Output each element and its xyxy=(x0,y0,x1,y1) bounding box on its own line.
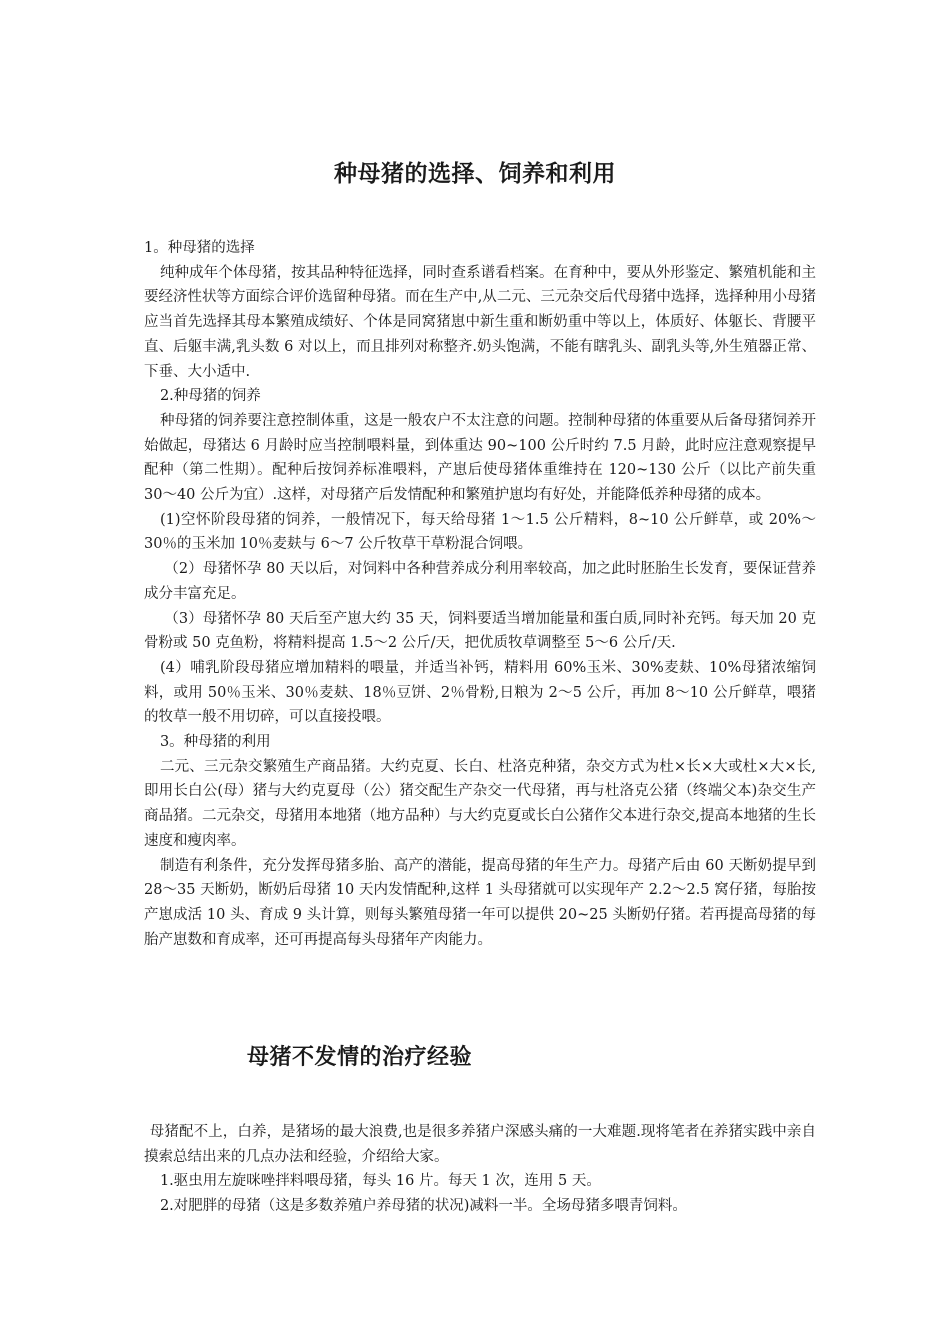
paragraph: 纯种成年个体母猪，按其品种特征选择，同时查系谱看档案。在育种中，要从外形鉴定、繁殖机能和主要经济性状等方面综合评价选留种母猪。而在生产中,从二元、三元杂交后代母猪中选择，选择种用小母猪应当首先选择其母本繁殖成绩好、个体是同窝猪崽中新生重和断奶重中等以上，体质好、体躯长、背腰平直、后躯丰满,乳头数 6 对以上，而且排列对称整齐.奶头饱满，不能有瞎乳头、副乳头等,外生殖器正常、下垂、大小适中. xyxy=(144,264,816,380)
paragraph: （2）母猪怀孕 80 天以后，对饲料中各种营养成分利用率较高，加之此时胚胎生长发育，要保证营养成分丰富充足。 xyxy=(144,561,816,602)
article-body xyxy=(144,236,816,952)
paragraph: （3）母猪怀孕 80 天后至产崽大约 35 天，饲料要适当增加能量和蛋白质,同时补充钙。每天加 20 克骨粉或 50 克鱼粉，将精料提高 1.5～2 公斤/天，把优质牧草调整至 5～6 公斤/天. xyxy=(144,610,816,652)
paragraph: (1)空怀阶段母猪的饲养，一般情况下，每天给母猪 1～1.5 公斤精料，8~10 公斤鲜草，或 20%～30％的玉米加 10％麦麸与 6～7 公斤牧草干草粉混合饲喂。 xyxy=(144,511,816,553)
document-title: 种母猪的选择、饲养和利用 xyxy=(334,161,616,187)
paragraph: 二元、三元杂交繁殖生产商品猪。大约克夏、长白、杜洛克种猪，杂交方式为杜×长×大或杜×大×长,即用长白公(母）猪与大约克夏母（公）猪交配生产杂交一代母猪，再与杜洛克公猪（终端父本)杂交生产商品猪。二元杂交，母猪用本地猪（地方品种）与大约克夏或长白公猪作父本进行杂交,提高本地猪的生长速度和瘦肉率。 xyxy=(144,758,816,849)
second-article-body xyxy=(144,1120,816,1219)
second-title: 母猪不发情的治疗经验 xyxy=(247,1045,473,1070)
section-heading-utilization: 3。种母猪的利用 xyxy=(159,734,271,751)
paragraph: 母猪配不上，白养，是猪场的最大浪费,也是很多养猪户深感头痛的一大难题.现将笔者在养猪实践中亲自摸索总结出来的几点办法和经验，介绍给大家。 xyxy=(144,1124,816,1165)
list-item: 2.对肥胖的母猪（这是多数养殖户养母猪的状况)减料一半。全场母猪多喂青饲料。 xyxy=(159,1198,687,1215)
paragraph: 制造有利条件，充分发挥母猪多胎、高产的潜能，提高母猪的年生产力。母猪产后由 60 天断奶提早到 28～35 天断奶，断奶后母猪 10 天内发情配种,这样 1 头母猪就可以实现年产 2.2～2.5 窝仔猪，每胎按产崽成活 10 头、育成 9 头计算，则每头繁殖母猪一年可以提供 20~25 头断奶仔猪。若再提高母猪的每胎产崽数和育成率，还可再提高每头母猪年产肉能力。 xyxy=(144,857,816,948)
section-heading-feeding: 2.种母猪的饲养 xyxy=(159,388,261,405)
section-heading-selection: 1。种母猪的选择 xyxy=(144,240,255,256)
list-item: 1.驱虫用左旋咪唑拌料喂母猪，每头 16 片。每天 1 次，连用 5 天。 xyxy=(159,1173,601,1190)
paragraph: (4）哺乳阶段母猪应增加精料的喂量，并适当补钙，精料用 60%玉米、30%麦麸、10%母猪浓缩饲料，或用 50％玉米、30％麦麸、18％豆饼、2％骨粉,日粮为 2～5 公斤，再加 8～10 公斤鲜草，喂猪的牧草一般不用切碎，可以直接投喂。 xyxy=(144,659,816,726)
paragraph: 种母猪的饲养要注意控制体重，这是一般农户不太注意的问题。控制种母猪的体重要从后备母猪饲养开始做起，母猪达 6 月龄时应当控制喂料量，到体重达 90~100 公斤时约 7.5 月龄，此时应注意观察提早配种（第二性期）。配种后按饲养标准喂料，产崽后使母猪体重维持在 120~130 公斤（以比产前失重 30～40 公斤为宜）.这样，对母猪产后发情配种和繁殖护崽均有好处，并能降低养种母猪的成本。 xyxy=(144,412,816,504)
